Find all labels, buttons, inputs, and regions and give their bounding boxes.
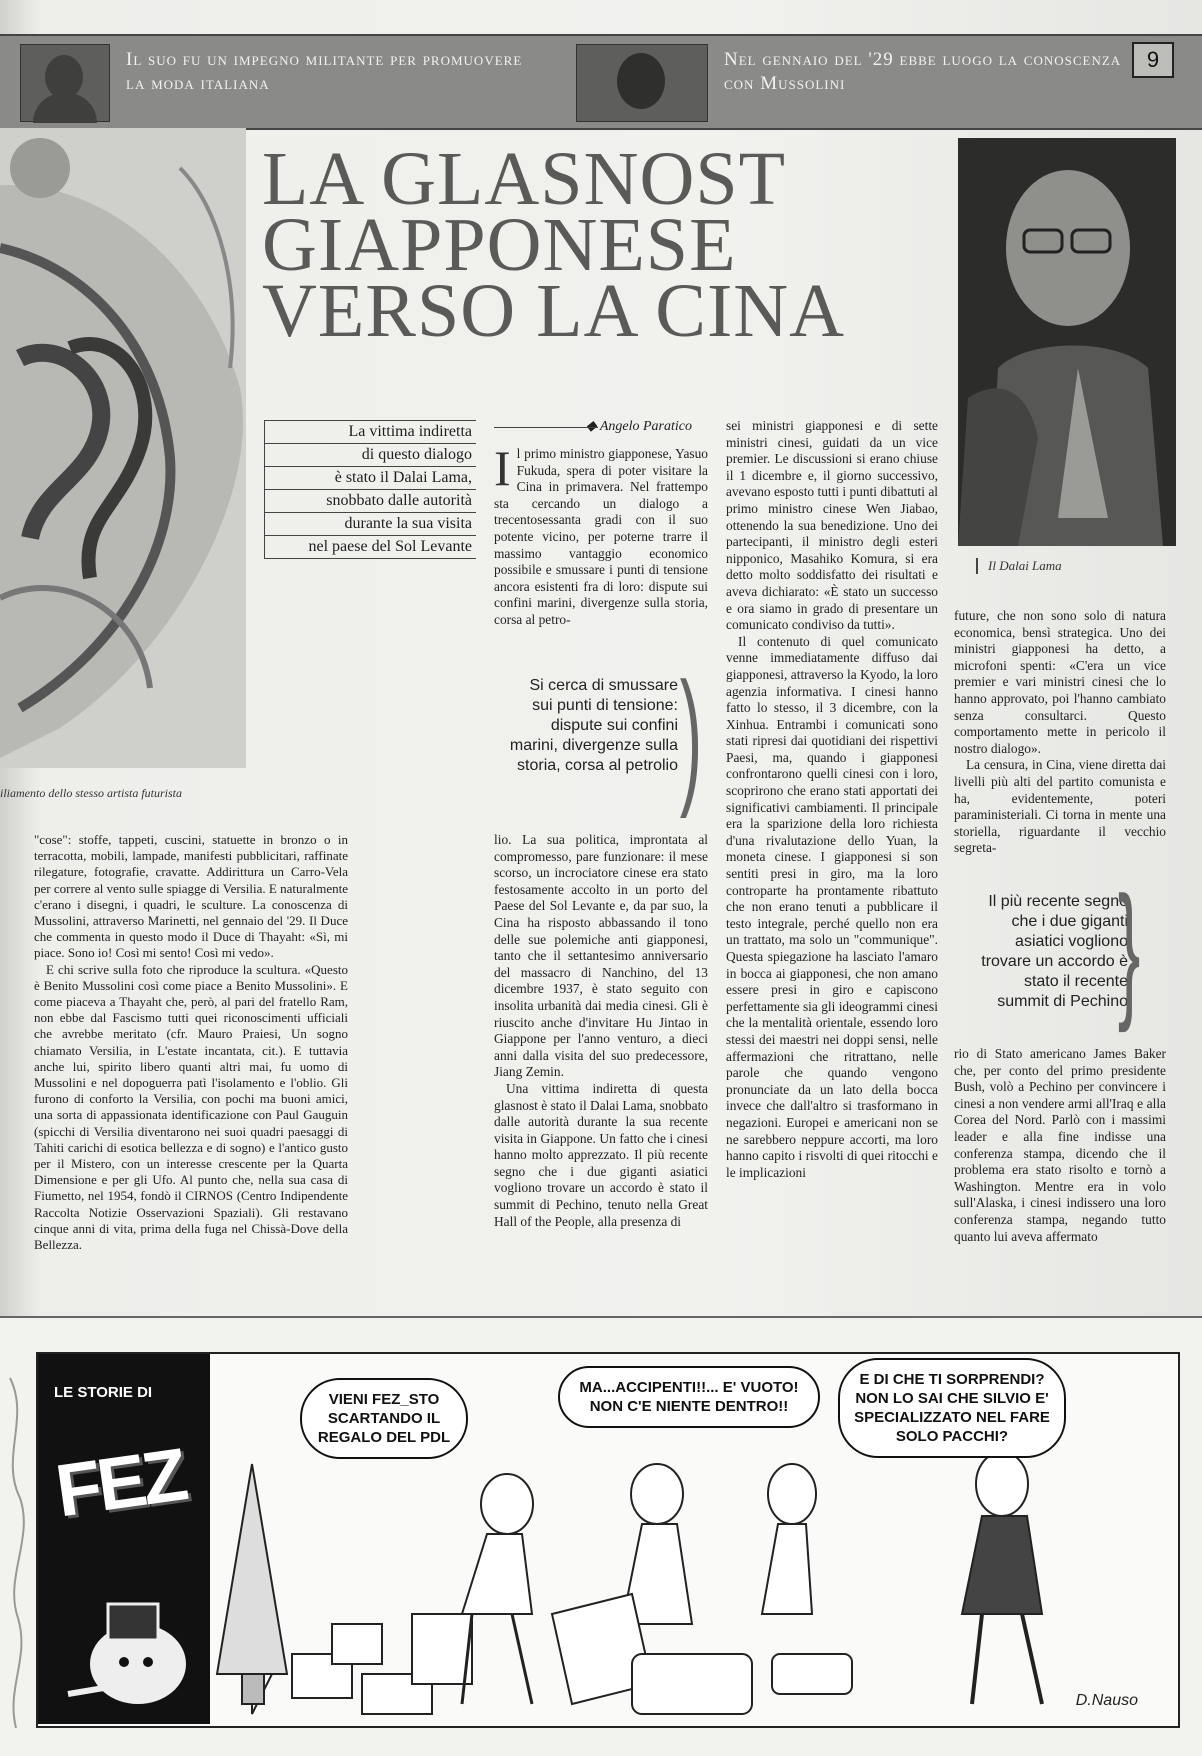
paragraph: La censura, in Cina, viene diretta dai livelli più alti del partito comunista e ha, evidentemente, poteri paraministeriali. Ci torna in mente una storiella, riguardante il vecchio segreta- bbox=[954, 757, 1166, 856]
decorative-scribble bbox=[0, 1358, 34, 1738]
fez-title-panel bbox=[38, 1354, 210, 1724]
summary-line: di questo dialogo bbox=[264, 444, 476, 467]
paragraph: Una vittima indiretta di questa glasnost è stato il Dalai Lama, snobbato dalle autorità durante la sua recente visita in Giappone. Un fatto che i cinesi hanno molto apprezzato. Il più recente segno che i due giganti asiatici vogliono trovare un accordo è stato il summit di Pechino, tenuto nella Great Hall of the People, alla presenza di bbox=[494, 1080, 708, 1229]
banner-caption-right: Nel gennaio del '29 ebbe luogo la conoscenza con Mussolini bbox=[724, 49, 1122, 94]
article-summary bbox=[264, 420, 476, 559]
photo-caption: Il Dalai Lama bbox=[976, 558, 1062, 574]
pull-quote-1 bbox=[508, 651, 703, 819]
comic-strip bbox=[36, 1352, 1180, 1728]
paragraph: Il contenuto di quel comunicato venne immediatamente diffuso dai giapponesi, attraverso la Kyodo, la loro agenzia informativa. I cinesi hanno fatto lo stesso, il 3 dicembre, con la Xinhua. Entrambi i comunicati sono stati ripresi dai quotidiani dei rispettivi Paesi, ma, quando i giapponesi confrontarono quelli cinesi con i loro, scoprirono che erano stati apportati dei significativi cambiamenti. Il principale era la sparizione della loro richiesta d'una rivalutazione dello Yuan, la moneta cinese. I giapponesi si son sentiti presi in giro, ma la loro controparte ha prontamente ribattuto che non erano tenuti a pubblicare il testo integrale, perché quello non era un trattato, ma solo un "communique". Questa spiegazione ha lasciato l'amaro in bocca ai giapponesi, che non amano essere presi in giro e capiscono perfettamente sia gli ideogrammi cinesi che la mentalità orientale, essendo loro stessi dei maestri nei doppi sensi, nelle affermazioni che ritrattano, nelle parole che quando vengono pronunciate da un lato della bocca invece che dall'altro si trasformano in negazioni. Europei e americani non se ne sarebbero neppure accorti, ma loro hanno capito i risvolti di quei ritocchi e le implicazioni bbox=[726, 633, 938, 1180]
series-title: FEZ bbox=[50, 1432, 189, 1533]
speech-balloon-2: MA...ACCIPENTI!!... E' VUOTO! NON C'E NIENTE DENTRO!! bbox=[558, 1366, 820, 1428]
byline bbox=[494, 418, 692, 435]
speech-balloon-3: E DI CHE TI SORPRENDI? NON LO SAI CHE SILVIO E' SPECIALIZZATO NEL FARE SOLO PACCHI? bbox=[838, 1358, 1066, 1458]
author-name: Angelo Paratico bbox=[599, 419, 692, 434]
article-headline: LA GLASNOST GIAPPONESE VERSO LA CINA bbox=[262, 137, 846, 353]
top-banner bbox=[0, 34, 1202, 130]
paragraph: l primo ministro giapponese, Yasuo Fukuda, spera di poter visitare la Cina in primavera. Nel frattempo sta cercando un dialogo a trecentosessanta gradi con il suo potente vicino, per poterne trarre il massimo vantaggio economico possibile e smussare i punti di tensione ancora esistenti fra di loro: dispute sui confini marini, divergenze sulla storia, corsa al petro- bbox=[494, 446, 708, 627]
series-label: LE STORIE DI bbox=[54, 1384, 153, 1401]
article-column-3-top bbox=[954, 608, 1166, 860]
summary-line: nel paese del Sol Levante bbox=[264, 536, 476, 559]
byline-rule bbox=[494, 427, 598, 428]
speech-balloon-1: VIENI FEZ_STO SCARTANDO IL REGALO DEL PDL bbox=[300, 1378, 468, 1459]
cartoonist-signature: D.Nauso bbox=[1075, 1692, 1138, 1709]
pull-quote-text: Il più recente segno che i due giganti asiatici vogliono trovare un accordo è stato il recente summit di Pechino bbox=[981, 893, 1128, 1010]
paragraph: rio di Stato americano James Baker che, per conto del primo presidente Bush, volò a Pechino per convincere i cinesi a non vendere armi all'Iraq e alla Corea del Nord. Parlò con i massimi leader e alla fine indisse una conferenza stampa, dicendo che il problema era stato risolto e tornò a Washington. Mentre era in volo sull'Alaska, i cinesi indissero una loro conferenza stampa, negando tutto quanto lui aveva affermato bbox=[954, 1046, 1166, 1244]
page-number: 9 bbox=[1132, 42, 1174, 78]
bracket-icon: } bbox=[1117, 865, 1141, 1033]
summary-line: durante la sua visita bbox=[264, 513, 476, 536]
summary-line: snobbato dalle autorità bbox=[264, 490, 476, 513]
pull-quote-2 bbox=[972, 865, 1141, 1033]
thayaht-column bbox=[34, 832, 348, 1272]
paragraph: E chi scrive sulla foto che riproduce la scultura. «Questo è Benito Mussolini così come piace a Benito Mussolini». E come piaceva a Thayaht che, però, al pari del fratello Ram, non ebbe dal Fascismo tutti quei riconoscimenti ufficiali che avrebbe meritato (cfr. Mauro Praiesi, Un sogno chiamato Versilia, in L'estate incantata, cit.). E tuttavia anche lui, spirito libero quanti altri mai, fu uomo di Mussolini e nel dopoguerra patì l'isolamento e l'oblio. Gli furono di conforto la Versilia, con pochi ma buoni amici, una sorta di appassionata identificazione con Paul Gauguin (spicchi di Versilia diventarono nei suoi quadri paesaggi di Tahiti carichi di esotica bellezza e di sogno) e l'antico gusto per il Mistero, con un interesse crescente per la Quarta Dimensione e per gli Ufo. Al punto che, nella sua casa di Fiumetto, nel 1954, fondò il CIRNOS (Centro Indipendente Raccolta Notizie Osservazioni Spaziali). Gli restavano cinque anni di vita, prima della fuga nel Chissà-Dove della Bellezza. bbox=[34, 961, 348, 1253]
article-column-1-top bbox=[494, 446, 708, 644]
diamond-icon: ◆ bbox=[585, 419, 600, 434]
artwork-caption: iliamento dello stesso artista futurista bbox=[0, 786, 183, 800]
article-column-1-bottom bbox=[494, 832, 708, 1272]
article-column-3-bottom bbox=[954, 1046, 1166, 1272]
banner-caption-left: Il suo fu un impegno militante per promuovere la moda italiana bbox=[126, 49, 523, 94]
paragraph: sei ministri giapponesi e di sette ministri cinesi, guidati da un vice premier. Le discussioni si erano chiuse il 1 dicembre e, il giorno successivo, avevano esposto tutti i punti dibattuti al primo ministro cinese Wen Jiabao, ottenendo la sua benedizione. Uno dei partecipanti, il ministro degli esteri nipponico, Masahiko Komura, si era detto molto soddisfatto dei risultati e aveva dichiarato: «È stato un successo e ora siamo in grado di presentare un comunicato condiviso da tutti». bbox=[726, 418, 938, 633]
paragraph: future, che non sono solo di natura economica, bensì strategica. Uno dei ministri giapponesi ha detto, a microfoni spenti: «C'era un vice premier e vari ministri cinesi che lo hanno approvato, poi l'hanno cambiato senza consultarci. Questo comportamento mette in pericolo il nostro dialogo». bbox=[954, 608, 1166, 756]
paragraph: "cose": stoffe, tappeti, cuscini, statuette in bronzo o in terracotta, mobili, lampade, manifesti pubblicitari, raffinate rilegature, fotografie, cravatte. Addirittura un Carro-Vela per correre al vento sulle spiagge di Versilia. E naturalmente c'erano i disegni, i quadri, le sculture. La conoscenza di Mussolini, attraverso Marinetti, nel gennaio del '29. Il Duce che commenta in questo modo il Duce di Thayaht: «Sì, mi piace. Sono io! Così mi sento! Così mi vedo». bbox=[34, 832, 348, 961]
drop-cap: I bbox=[494, 446, 511, 496]
pull-quote-text: Si cerca di smussare sui punti di tensione: dispute sui confini marini, divergenze sulla storia, corsa al petrolio bbox=[509, 677, 678, 774]
article-column-2 bbox=[726, 418, 938, 1274]
banner-photo-man bbox=[576, 44, 708, 122]
fez-character-icon bbox=[38, 1584, 210, 1724]
cartoon-section bbox=[0, 1316, 1202, 1756]
futurist-artwork bbox=[0, 128, 246, 768]
dalai-lama-portrait bbox=[958, 138, 1176, 546]
paragraph: lio. La sua politica, improntata al compromesso, pare funzionare: il mese scorso, un incrociatore cinese era stato festosamente accolto in un porto del Paese del Sol Levante e, da par suo, la Cina ha risposto abbassando il tono delle sue polemiche anti giapponesi, tanto che il settantesimo anniversario del massacro di Nanchino, del 13 dicembre 1937, è stato seguito con insolita urbanità dai media cinesi. Gli è riuscito anche d'invitare Hu Jintao in Giappone per l'anno venturo, a dieci anni dalla visita del suo predecessore, Jiang Zemin. bbox=[494, 832, 708, 1080]
bracket-icon: ) bbox=[679, 651, 703, 819]
summary-line: La vittima indiretta bbox=[264, 420, 476, 444]
dalai-lama-photo bbox=[958, 138, 1176, 546]
summary-line: è stato il Dalai Lama, bbox=[264, 467, 476, 490]
futurist-artwork-illustration bbox=[0, 128, 246, 768]
banner-photo-woman bbox=[20, 44, 110, 122]
